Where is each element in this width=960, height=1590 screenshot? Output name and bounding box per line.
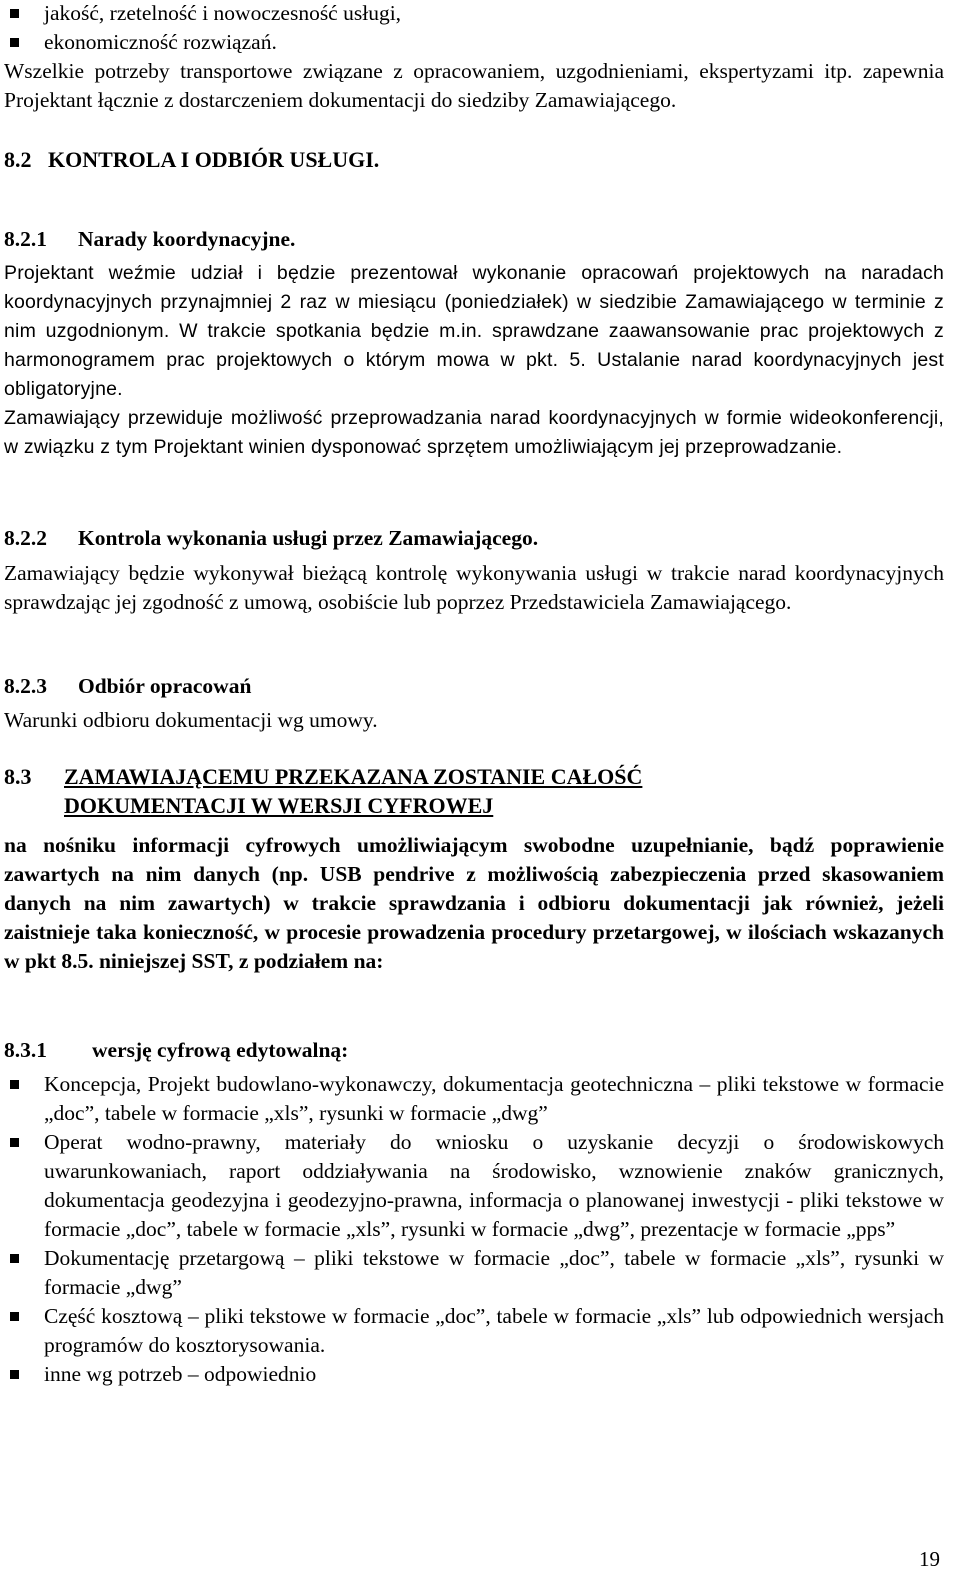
- bullet-item: ekonomiczność rozwiązań.: [4, 28, 944, 57]
- list-item: Dokumentację przetargową – pliki tekstowe w formacie „doc”, tabele w formacie „xls”, rysunki w formacie „dwg”: [4, 1244, 944, 1302]
- heading-title: Narady koordynacyjne.: [78, 227, 296, 251]
- heading-number: 8.2.2: [4, 526, 47, 550]
- digital-version-list: [4, 1070, 944, 1389]
- heading-8-2-3: [4, 672, 251, 701]
- heading-title: Kontrola wykonania usługi przez Zamawiającego.: [78, 526, 539, 550]
- heading-8-2: [4, 145, 379, 174]
- heading-8-3-1: [4, 1036, 348, 1065]
- paragraph-kontrola: Zamawiający będzie wykonywał bieżącą kontrolę wykonywania usługi w trakcie narad koordynacyjnych sprawdzając jej zgodność z umową, osobiście lub poprzez Przedstawiciela Zamawiającego.: [4, 561, 944, 614]
- list-item: Część kosztową – pliki tekstowe w formacie „doc”, tabele w formacie „xls” lub odpowiednich wersjach programów do kosztorysowania.: [4, 1302, 944, 1360]
- heading-8-2-2: [4, 524, 538, 553]
- heading-number: 8.3: [4, 764, 32, 789]
- heading-title-line-1: ZAMAWIAJĄCEMU PRZEKAZANA ZOSTANIE CAŁOŚĆ: [64, 764, 643, 789]
- heading-title: wersję cyfrową edytowalną:: [92, 1038, 349, 1062]
- list-item: inne wg potrzeb – odpowiednio: [4, 1360, 944, 1389]
- paragraph-odbior: Warunki odbioru dokumentacji wg umowy.: [4, 708, 378, 732]
- paragraph-narady-1: Projektant weźmie udział i będzie prezentował wykonanie opracowań projektowych na naradach koordynacyjnych przynajmniej 2 raz w miesiącu (poniedziałek) w siedzibie Zamawiającego w terminie z nim uzgodnionym. W trakcie spotkania będzie m.in. sprawdzane zaawansowanie prac projektowych z harmonogramem prac projektowych o którym mowa w pkt. 5. Ustalanie narad koordynacyjnych jest obligatoryjne.: [4, 262, 944, 400]
- heading-8-2-1: [4, 225, 295, 254]
- heading-title: KONTROLA I ODBIÓR USŁUGI.: [48, 147, 380, 172]
- bullet-item: jakość, rzetelność i nowoczesność usługi,: [4, 0, 944, 28]
- list-item: Koncepcja, Projekt budowlano-wykonawczy, dokumentacja geotechniczna – pliki tekstowe w formacie „doc”, tabele w formacie „xls”, rysunki w formacie „dwg”: [4, 1070, 944, 1128]
- heading-number: 8.2.1: [4, 227, 47, 251]
- list-item: Operat wodno-prawny, materiały do wniosku o uzyskanie decyzji o środowiskowych uwarunkowaniach, raport oddziaływania na środowisko, wznowienie znaków granicznych, dokumentacja geodezyjna i geodezyjno-prawna, informacja o planowanej inwestycji - pliki tekstowe w formacie „doc”, tabele w formacie „xls”, rysunki w formacie „dwg”, prezentacje w formacie „pps”: [4, 1128, 944, 1244]
- heading-title: Odbiór opracowań: [78, 674, 252, 698]
- paragraph-nosnik: na nośniku informacji cyfrowych umożliwiającym swobodne uzupełnianie, bądź poprawienie zawartych na nim danych (np. USB pendrive z możliwością zabezpieczenia przed skasowaniem danych na nim zawartych) w trakcie sprawdzania i odbioru dokumentacji jak również, jeżeli zaistnieje taka konieczność, w procesie prowadzenia procedury przetargowej, w ilościach wskazanych w pkt 8.5. niniejszej SST, z podziałem na:: [4, 833, 944, 973]
- heading-number: 8.2.3: [4, 674, 47, 698]
- heading-title: [64, 762, 642, 820]
- heading-8-3: [4, 762, 642, 820]
- intro-paragraph: Wszelkie potrzeby transportowe związane z opracowaniem, uzgodnieniami, ekspertyzami itp. zapewnia Projektant łącznie z dostarczeniem dokumentacji do siedziby Zamawiającego.: [4, 59, 944, 112]
- heading-title-line-2: DOKUMENTACJI W WERSJI CYFROWEJ: [64, 793, 494, 818]
- heading-number: 8.3.1: [4, 1038, 47, 1062]
- paragraph-narady-2: Zamawiający przewiduje możliwość przeprowadzania narad koordynacyjnych w formie wideokonferencji, w związku z tym Projektant winien dysponować sprzętem umożliwiającym jej przeprowadzanie.: [4, 407, 944, 458]
- page-number: 19: [919, 1547, 940, 1571]
- heading-number: 8.2: [4, 147, 32, 172]
